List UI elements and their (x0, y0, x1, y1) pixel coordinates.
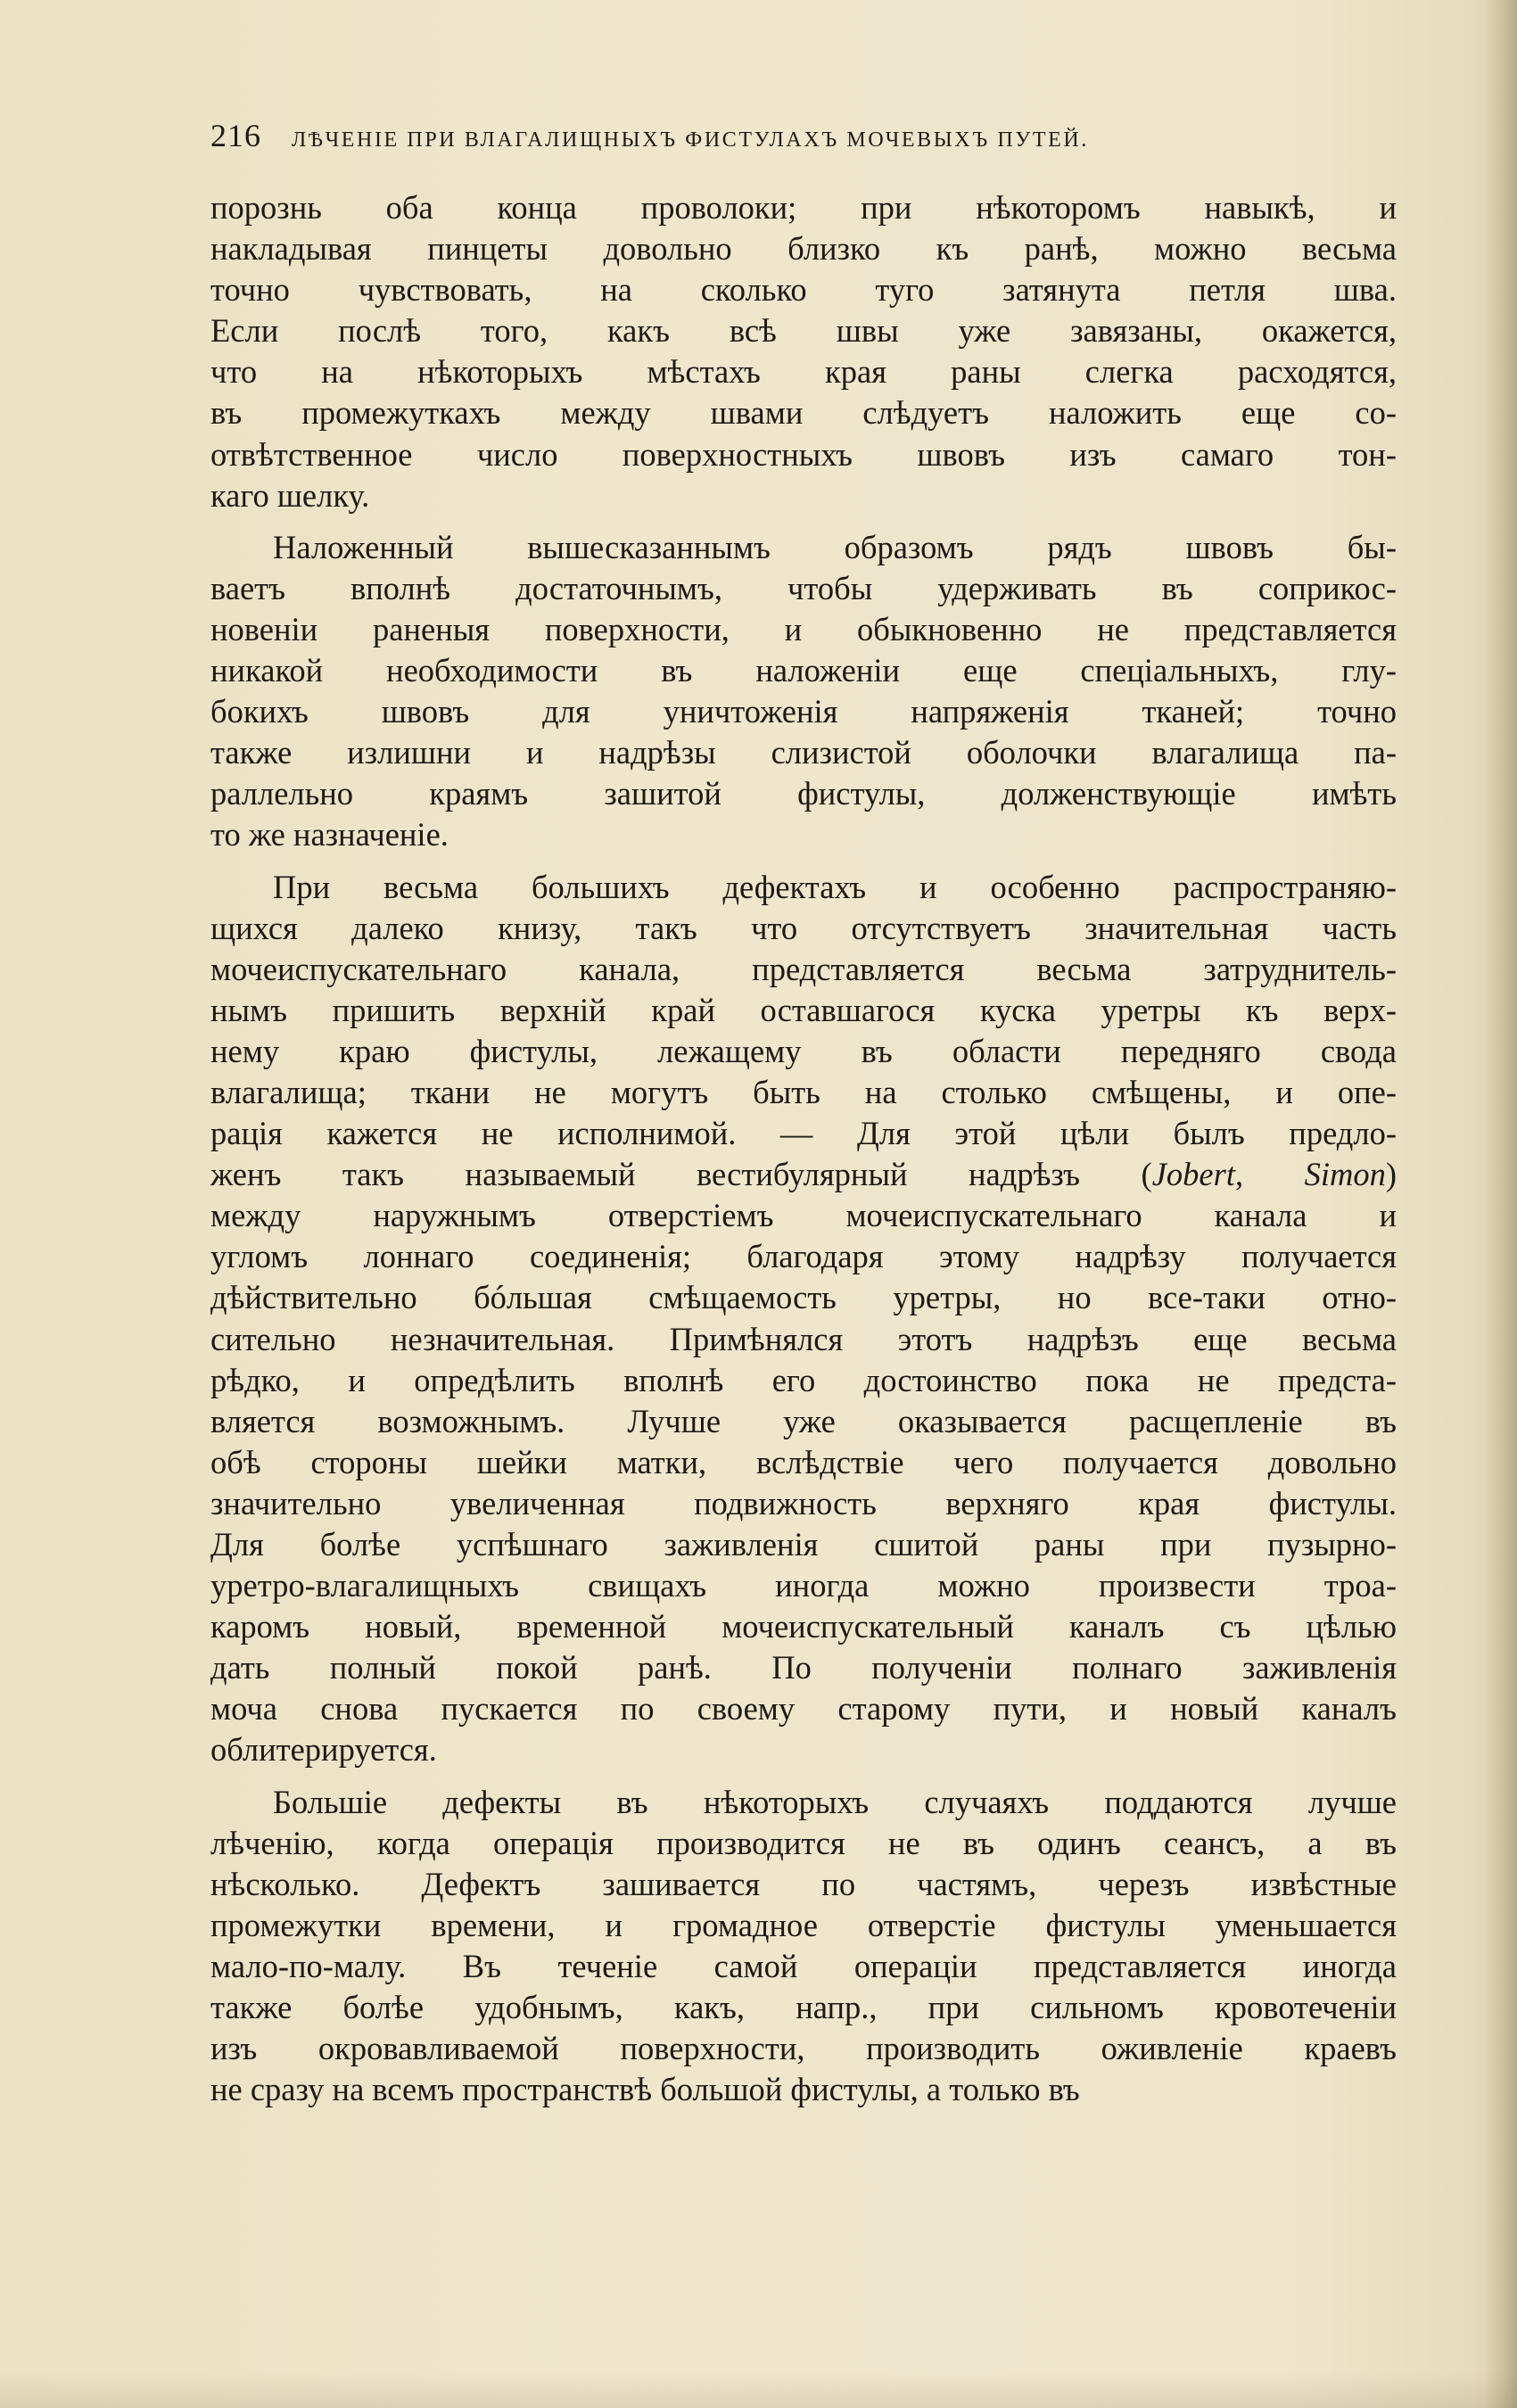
text-line: бокихъ швовъ для уничтоженія напряженія тканей; точно (210, 693, 1397, 730)
text-line: влагалища; ткани не могутъ быть на столько смѣщены, и опе- (210, 1073, 1397, 1110)
running-head-title: ЛѢЧЕНІЕ ПРИ ВЛАГАЛИЩНЫХЪ ФИСТУЛАХЪ МОЧЕВЫХЪ ПУТЕЙ. (292, 128, 1089, 152)
page-spine-shadow (1485, 0, 1517, 2408)
text-line: Наложенный вышесказаннымъ образомъ рядъ швовъ бы- (273, 528, 1397, 565)
text-line: каго шелку. (210, 476, 370, 514)
text-line: женъ такъ называемый вестибулярный надрѣзъ (Jobert, Simon) (210, 1156, 1397, 1193)
text-line: Большіе дефекты въ нѣкоторыхъ случаяхъ поддаются лучше (273, 1783, 1397, 1820)
text-line: облитерируется. (210, 1731, 437, 1769)
text-line: вляется возможнымъ. Лучше уже оказывается расщепленіе въ (210, 1402, 1397, 1439)
text-line: накладывая пинцеты довольно близко къ ранѣ, можно весьма (210, 230, 1397, 268)
text-line: рація кажется не исполнимой. — Для этой цѣли былъ предло- (210, 1115, 1397, 1152)
paragraph (210, 867, 1397, 1771)
text-line: порознь оба конца проволоки; при нѣкоторомъ навыкѣ, и (210, 189, 1397, 226)
text-line: сительно незначительная. Примѣнялся этотъ надрѣзъ еще весьма (210, 1320, 1397, 1357)
text-line: нему краю фистулы, лежащему въ области передняго свода (210, 1032, 1397, 1069)
text-line: лѣченію, когда операція производится не въ одинъ сеансъ, а въ (210, 1824, 1397, 1861)
running-head (210, 117, 1384, 154)
author-name: Simon (1304, 1156, 1386, 1193)
text-line: ваетъ вполнѣ достаточнымъ, чтобы удерживать въ соприкос- (210, 569, 1397, 606)
text-line: изъ окровавливаемой поверхности, производить оживленіе краевъ (210, 2030, 1397, 2067)
text-line: щихся далеко книзу, такъ что отсутствуетъ значительная часть (210, 909, 1397, 946)
text-line: мало-по-малу. Въ теченіе самой операціи представляется иногда (210, 1947, 1397, 1984)
text-line: не сразу на всемъ пространствѣ большой фистулы, а только въ (210, 2071, 1080, 2108)
text-line: отвѣтственное число поверхностныхъ швовъ изъ самаго тон- (210, 435, 1397, 473)
text-line: значительно увеличенная подвижность верхняго края фистулы. (210, 1484, 1397, 1521)
text-line: дать полный покой ранѣ. По полученіи полнаго заживленія (210, 1649, 1397, 1686)
text-line: При весьма большихъ дефектахъ и особенно распространяю- (273, 868, 1397, 905)
text-line: промежутки времени, и громадное отверстіе фистулы уменьшается (210, 1906, 1397, 1943)
text-line: нѣсколько. Дефектъ зашивается по частямъ, черезъ извѣстные (210, 1865, 1397, 1902)
text-line: Если послѣ того, какъ всѣ швы уже завязаны, окажется, (210, 312, 1397, 350)
page-bottom-shadow (0, 2372, 1517, 2408)
paragraph (210, 1782, 1397, 2111)
text-line: обѣ стороны шейки матки, вслѣдствіе чего получается довольно (210, 1443, 1397, 1480)
text-line: дѣйствительно бóльшая смѣщаемость уретры, но все-таки отно- (210, 1279, 1397, 1316)
page-number: 216 (210, 118, 261, 153)
author-name: Jobert (1151, 1156, 1235, 1193)
text-line: моча снова пускается по своему старому пути, и новый каналъ (210, 1690, 1397, 1728)
text-line: никакой необходимости въ наложеніи еще спеціальныхъ, глу- (210, 652, 1397, 689)
paragraph (210, 527, 1397, 856)
text-line: раллельно краямъ зашитой фистулы, долженствующіе имѣть (210, 775, 1397, 812)
text-line: что на нѣкоторыхъ мѣстахъ края раны слегка расходятся, (210, 353, 1397, 391)
text-line: Для болѣе успѣшнаго заживленія сшитой раны при пузырно- (210, 1526, 1397, 1563)
text-line: точно чувствовать, на сколько туго затянута петля шва. (210, 271, 1397, 309)
text-line: между наружнымъ отверстіемъ мочеиспускательнаго канала и (210, 1197, 1397, 1234)
text-line: въ промежуткахъ между швами слѣдуетъ наложить еще со- (210, 394, 1397, 432)
text-line: уретро-влагалищныхъ свищахъ иногда можно произвести троа- (210, 1567, 1397, 1604)
text-line: также болѣе удобнымъ, какъ, напр., при сильномъ кровотеченіи (210, 1989, 1397, 2026)
paragraph (210, 187, 1397, 516)
text-line: нымъ пришить верхній край оставшагося куска уретры къ верх- (210, 991, 1397, 1028)
text-line: новеніи раненыя поверхности, и обыкновенно не представляется (210, 610, 1397, 647)
text-line: также излишни и надрѣзы слизистой оболочки влагалища па- (210, 734, 1397, 771)
text-line: каромъ новый, временной мочеиспускательный каналъ съ цѣлью (210, 1608, 1397, 1645)
text-line: рѣдко, и опредѣлить вполнѣ его достоинство пока не предста- (210, 1361, 1397, 1398)
text-line: угломъ лоннаго соединенія; благодаря этому надрѣзу получается (210, 1238, 1397, 1275)
text-line: то же назначеніе. (210, 816, 449, 854)
body-text (210, 187, 1397, 2110)
text-line: мочеиспускательнаго канала, представляется весьма затруднитель- (210, 950, 1397, 987)
